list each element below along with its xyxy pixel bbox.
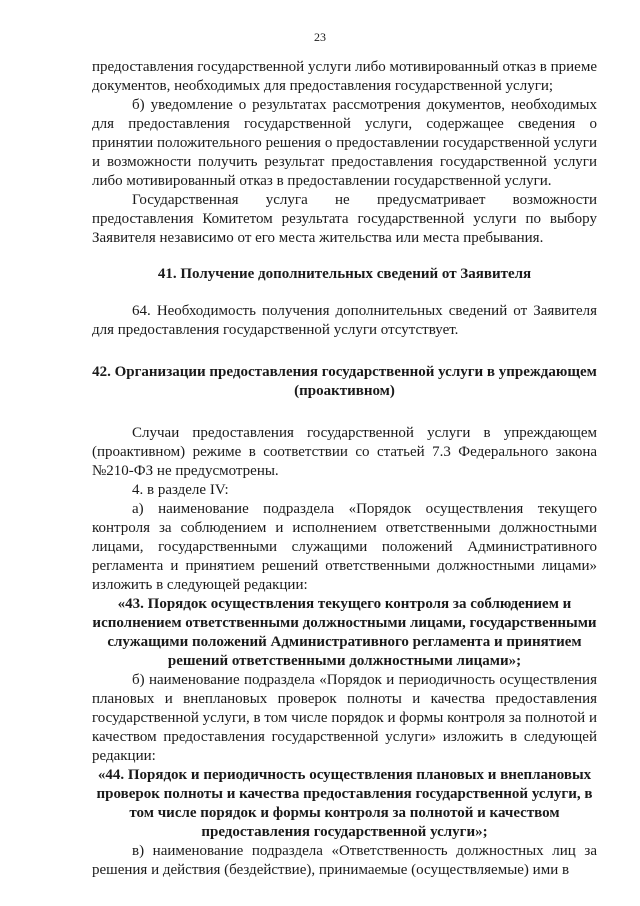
section-heading-42: 42. Организации предоставления государственной услуги в упреждающем (проактивном) xyxy=(92,364,597,399)
paragraph: 64. Необходимость получения дополнительных сведений от Заявителя для предоставления государственной услуги отсутствует. xyxy=(92,303,597,338)
subsection-title-43: «43. Порядок осуществления текущего контроля за соблюдением и исполнением ответственными должностными лицами, государственными служащими положений Административного регламента и принятием решений ответственными должностными лицами»; xyxy=(92,596,597,669)
paragraph: б) наименование подраздела «Порядок и периодичность осуществления плановых и внеплановых проверок полноты и качества предоставления государственной услуги, в том числе порядок и формы контроля за полнотой и качеством предоставления государственной услуги» изложить в следующей редакции: xyxy=(92,672,597,764)
paragraph: предоставления государственной услуги либо мотивированный отказ в приеме документов, необходимых для предоставления государственной услуги; xyxy=(92,59,597,94)
paragraph: 4. в разделе IV: xyxy=(132,482,229,498)
paragraph: в) наименование подраздела «Ответственность должностных лиц за решения и действия (бездействие), принимаемые (осуществляемые) ими в xyxy=(92,843,597,878)
paragraph: б) уведомление о результатах рассмотрения документов, необходимых для предоставления государственной услуги, содержащее сведения о принятии положительного решения о предоставлении государственной услуги и возможности получить результат предоставления государственной услуги либо мотивированный отказ в предоставлении государственной услуги. xyxy=(92,97,597,189)
document-body xyxy=(92,58,597,880)
page-number: 23 xyxy=(314,30,326,44)
paragraph: Случаи предоставления государственной услуги в упреждающем (проактивном) режиме в соответствии со статьей 7.3 Федерального закона №210-ФЗ не предусмотрены. xyxy=(92,425,597,479)
paragraph: а) наименование подраздела «Порядок осуществления текущего контроля за соблюдением и исполнением ответственными должностными лицами, государственными служащими положений Административного регламента и принятием решений ответственными должностными лицами» изложить в следующей редакции: xyxy=(92,501,597,593)
paragraph: Государственная услуга не предусматривает возможности предоставления Комитетом результата государственной услуги по выбору Заявителя независимо от его места жительства или места пребывания. xyxy=(92,192,597,246)
section-heading-41: 41. Получение дополнительных сведений от Заявителя xyxy=(157,266,532,282)
subsection-title-44: «44. Порядок и периодичность осуществления плановых и внеплановых проверок полноты и качества предоставления государственной услуги, в том числе порядок и формы контроля за полнотой и качеством предоставления государственной услуги»; xyxy=(96,767,593,840)
